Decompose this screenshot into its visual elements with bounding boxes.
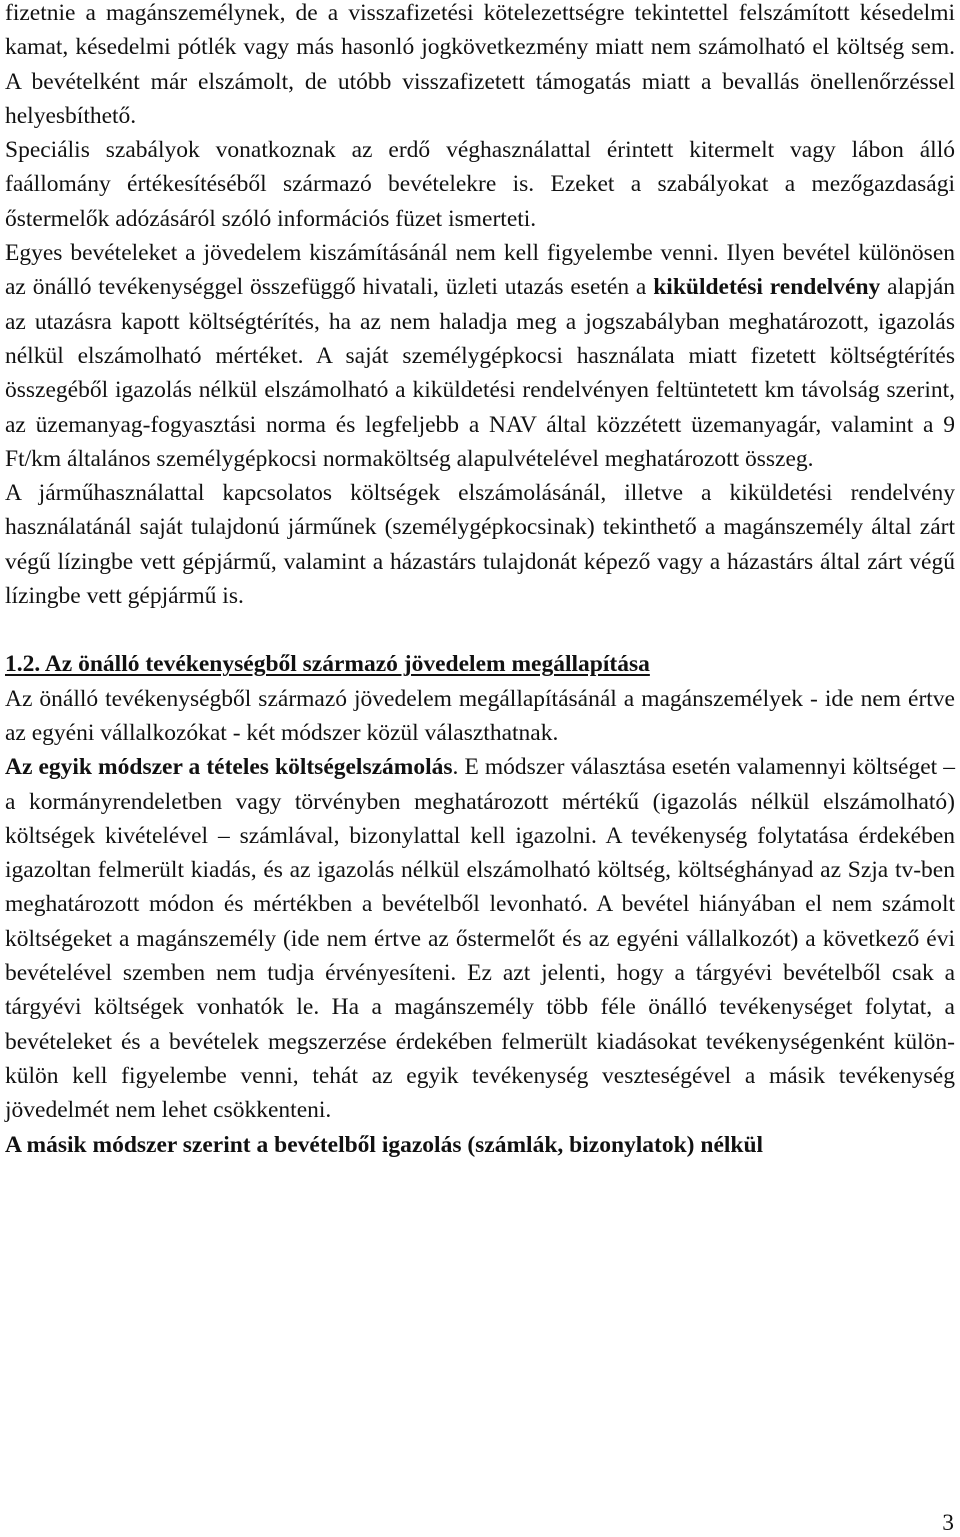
bold-term: Az egyik módszer a tételes költségelszámolás — [5, 754, 453, 781]
paragraph-text: alapján az utazásra kapott költségtérítés, ha az nem haladja meg a jogszabályban meghatározott, igazolás nélkül elszámolható mértéket. A saját személygépkocsi használata miatt fizetett költségtérítés összegéből igazolás nélkül elszámolható a kiküldetési rendelvényen feltüntetett km távolság szerint, az üzemanyag-fogyasztási norma és legfeljebb a NAV által közzétett üzemanyagár, valamint a 9 Ft/km általános személygépkocsi normaköltség alapulvételével meghatározott összeg. — [5, 274, 956, 472]
page-number: 3 — [942, 1510, 954, 1536]
body-paragraph: fizetnie a magánszemélynek, de a visszafizetési kötelezettségre tekintettel felszámított késedelmi kamat, késedelmi pótlék vagy más hasonló jogkövetkezmény miatt nem számolható el költség sem. A bevételként már elszámolt, de utóbb visszafizetett támogatás miatt a bevallás önellenőrzéssel helyesbíthető. — [5, 0, 955, 129]
body-paragraph — [5, 236, 955, 476]
section-spacer — [5, 613, 955, 647]
body-paragraph-bold: A másik módszer szerint a bevételből igazolás (számlák, bizonylatok) nélkül — [5, 1131, 764, 1158]
bold-term: kiküldetési rendelvény — [653, 274, 881, 301]
document-page — [5, 0, 955, 1162]
body-paragraph: Az önálló tevékenységből származó jövedelem megállapításánál a magánszemélyek - ide nem értve az egyéni vállalkozókat - két módszer közül választhatnak. — [5, 685, 955, 746]
body-paragraph: Speciális szabályok vonatkoznak az erdő véghasználattal érintett kitermelt vagy lábon álló faállomány értékesítéséből származó bevételekre is. Ezeket a szabályokat a mezőgazdasági őstermelők adózásáról szóló információs füzet ismerteti. — [5, 137, 955, 232]
paragraph-text: Egyes bevételeket a jövedelem kiszámításánál nem kell figyelembe venni. Ilyen bevétel különösen az önálló tevékenységgel összefüggő hivatali, üzleti utazás esetén a — [5, 240, 955, 301]
section-heading: 1.2. Az önálló tevékenységből származó jövedelem megállapítása — [5, 651, 650, 678]
paragraph-text: . E módszer választása esetén valamennyi költséget – a kormányrendeletben vagy törvényben meghatározott mértékű (igazolás nélkül elszámolható) költségek kivételével – számlával, bizonylattal kell igazolni. A tevékenység folytatása érdekében igazoltan felmerült kiadás, és az igazolás nélkül elszámolható költség, költséghányad az Szja tv-ben meghatározott módon és mértékben a bevételből levonható. A bevétel hiányában el nem számolt költségeket a magánszemély (ide nem értve az őstermelőt és az egyéni vállalkozót) a következő évi bevételével szemben nem tudja érvényesíteni. Ez azt jelenti, hogy a tárgyévi bevételből csak a tárgyévi költségek vonhatók le. Ha a magánszemély több féle önálló tevékenységet folytat, a bevételeket és a bevételek megszerzése érdekében felmerült kiadásokat tevékenységenként külön-külön kell figyelembe venni, tehát az egyik tevékenység veszteségével a másik tevékenység jövedelmét nem lehet csökkenteni. — [5, 754, 955, 1124]
body-paragraph: A járműhasználattal kapcsolatos költségek elszámolásánál, illetve a kiküldetési rendelvény használatánál saját tulajdonú járműnek (személygépkocsinak) tekinthető a magánszemély által zárt végű lízingbe vett gépjármű, valamint a házastárs tulajdonát képező vagy a házastárs által zárt végű lízingbe vett gépjármű is. — [5, 480, 955, 610]
body-paragraph — [5, 750, 955, 1127]
